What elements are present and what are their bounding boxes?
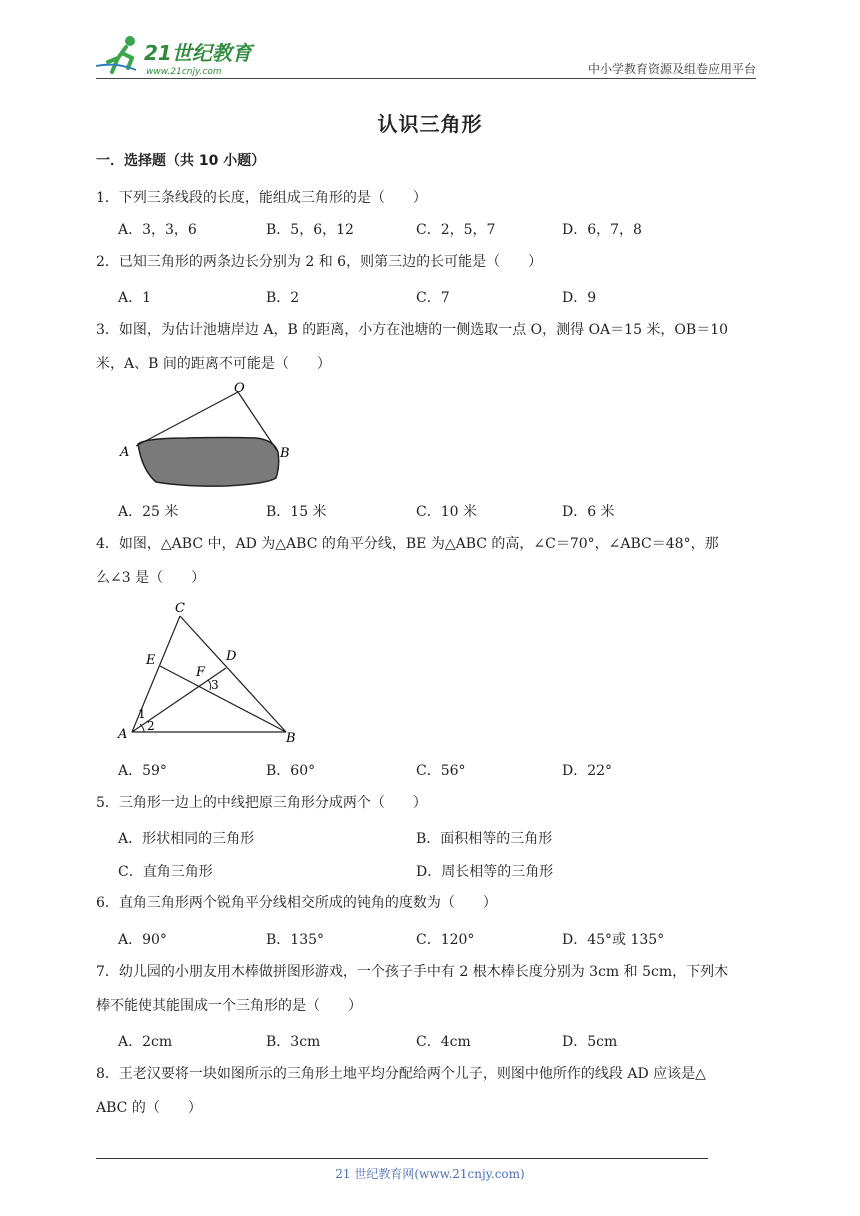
option-c[interactable]: C．2，5，7 <box>416 222 496 238</box>
header-divider <box>96 78 756 79</box>
question-1-stem: 1．下列三条线段的长度，能组成三角形的是（ ） <box>96 190 427 206</box>
runner-icon <box>96 36 136 72</box>
option-c[interactable]: C．56° <box>416 763 466 779</box>
label-a: A <box>118 727 128 742</box>
option-d[interactable]: D．周长相等的三角形 <box>416 864 554 880</box>
pond-shape <box>138 438 279 487</box>
question-7-options <box>118 1031 738 1051</box>
option-a[interactable]: A．3，3，6 <box>118 222 197 238</box>
question-8-stem-line2: ABC 的（ ） <box>96 1100 202 1116</box>
question-6-options <box>118 929 738 949</box>
option-b[interactable]: B．5，6，12 <box>266 222 354 238</box>
option-a[interactable]: A．1 <box>118 290 152 306</box>
option-b[interactable]: B．135° <box>266 932 325 948</box>
question-3-options <box>118 501 738 521</box>
option-d[interactable]: D．22° <box>562 763 613 779</box>
option-c[interactable]: C．7 <box>416 290 450 306</box>
option-d[interactable]: D．6，7，8 <box>562 222 642 238</box>
section-heading: 一．选择题（共 10 小题） <box>96 153 266 169</box>
question-4-stem-line2: 么∠3 是（ ） <box>96 570 206 586</box>
option-a[interactable]: A．90° <box>118 932 167 948</box>
label-b: B <box>286 731 296 746</box>
platform-name: 中小学教育资源及组卷应用平台 <box>587 62 756 76</box>
option-a[interactable]: A．25 米 <box>118 504 179 520</box>
option-c[interactable]: C．120° <box>416 932 475 948</box>
question-4-options <box>118 760 738 780</box>
footer-divider <box>96 1158 708 1159</box>
option-a[interactable]: A．形状相同的三角形 <box>118 831 255 847</box>
question-1-options <box>118 219 738 239</box>
label-angle-2: 2 <box>147 719 155 733</box>
option-b[interactable]: B．3cm <box>266 1034 321 1050</box>
option-b[interactable]: B．2 <box>266 290 300 306</box>
label-c: C <box>175 601 185 616</box>
option-a[interactable]: A．2cm <box>118 1034 173 1050</box>
question-5-stem: 5．三角形一边上的中线把原三角形分成两个（ ） <box>96 795 427 811</box>
option-b[interactable]: B．15 米 <box>266 504 327 520</box>
label-f: F <box>196 665 206 680</box>
label-d: D <box>226 649 237 664</box>
label-e: E <box>146 653 156 668</box>
footer-link[interactable]: 21 世纪教育网(www.21cnjy.com) <box>335 1167 525 1181</box>
option-d[interactable]: D．6 米 <box>562 504 615 520</box>
question-6-stem: 6．直角三角形两个锐角平分线相交所成的钝角的度数为（ ） <box>96 895 497 911</box>
logo-text: 21世纪教育 <box>144 41 252 65</box>
option-c[interactable]: C．4cm <box>416 1034 471 1050</box>
option-b[interactable]: B．面积相等的三角形 <box>416 831 553 847</box>
option-c[interactable]: C．10 米 <box>416 504 477 520</box>
question-4-stem-line1: 4．如图，△ABC 中，AD 为△ABC 的角平分线，BE 为△ABC 的高，∠C＝70°，∠ABC＝48°，那 <box>96 536 719 552</box>
label-angle-1: 1 <box>138 707 146 721</box>
option-d[interactable]: D．45°或 135° <box>562 932 665 948</box>
logo <box>96 32 266 78</box>
label-a: A <box>120 445 130 460</box>
option-d[interactable]: D．5cm <box>562 1034 618 1050</box>
question-5-options-row2 <box>118 861 738 881</box>
question-3-stem-line2: 米，A、B 间的距离不可能是（ ） <box>96 356 331 372</box>
page-header <box>96 28 756 80</box>
question-8-stem-line1: 8．王老汉要将一块如图所示的三角形土地平均分配给两个儿子，则图中他所作的线段 AD 应该是△ <box>96 1066 706 1082</box>
page-title: 认识三角形 <box>377 112 483 136</box>
label-angle-3: 3 <box>211 678 219 692</box>
label-o: O <box>234 382 245 396</box>
label-b: B <box>280 446 290 461</box>
pond-figure <box>116 382 296 492</box>
option-a[interactable]: A．59° <box>118 763 167 779</box>
option-d[interactable]: D．9 <box>562 290 597 306</box>
question-3-stem-line1: 3．如图，为估计池塘岸边 A，B 的距离，小方在池塘的一侧选取一点 O，测得 OA＝15 米，OB＝10 <box>96 322 729 338</box>
question-5-options-row1 <box>118 828 738 848</box>
question-2-options <box>118 287 738 307</box>
triangle-abc-figure <box>114 598 304 746</box>
segment-be <box>160 666 286 732</box>
option-c[interactable]: C．直角三角形 <box>118 864 213 880</box>
option-b[interactable]: B．60° <box>266 763 316 779</box>
logo-url: www.21cnjy.com <box>146 67 222 77</box>
question-7-stem-line1: 7．幼儿园的小朋友用木棒做拼图形游戏，一个孩子手中有 2 根木棒长度分别为 3cm 和 5cm，下列木 <box>96 964 729 980</box>
question-2-stem: 2．已知三角形的两条边长分别为 2 和 6，则第三边的长可能是（ ） <box>96 254 543 270</box>
question-7-stem-line2: 棒不能使其能围成一个三角形的是（ ） <box>96 998 362 1014</box>
